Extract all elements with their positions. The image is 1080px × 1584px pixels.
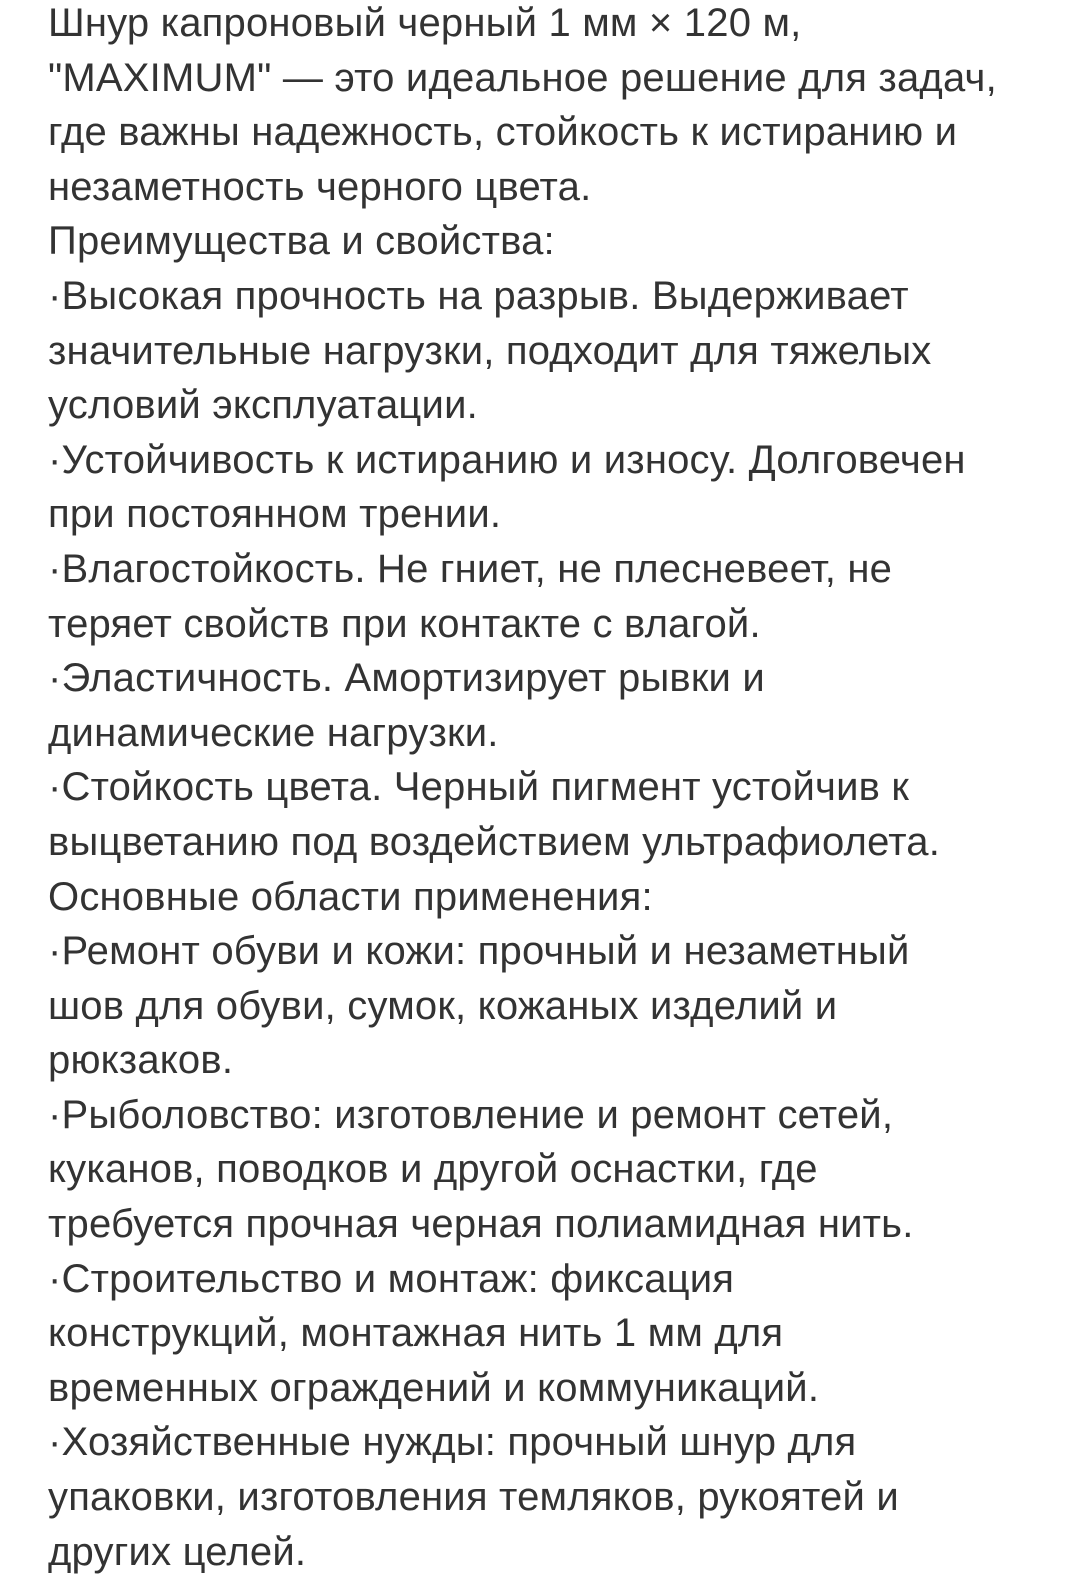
text-line: условий эксплуатации. [48, 383, 478, 428]
text-line: выцветанию под воздействием ультрафиолета. [48, 819, 941, 864]
text-line: ·Стойкость цвета. Черный пигмент устойчив к [48, 765, 910, 810]
text-line: при постоянном трении. [48, 492, 502, 537]
text-line: Преимущества и свойства: [48, 219, 555, 264]
text-line: рюкзаков. [48, 1038, 234, 1083]
text-line: других целей. [48, 1529, 307, 1574]
text-line: ·Эластичность. Амортизирует рывки и [48, 656, 765, 701]
text-line: шов для обуви, сумок, кожаных изделий и [48, 983, 838, 1028]
text-line: ·Рыболовство: изготовление и ремонт сетей, [48, 1092, 894, 1137]
text-line: упаковки, изготовления темляков, рукоятей и [48, 1475, 899, 1520]
text-line: требуется прочная черная полиамидная нить. [48, 1202, 914, 1247]
text-line: ·Хозяйственные нужды: прочный шнур для [48, 1420, 857, 1465]
text-line: ·Устойчивость к истиранию и износу. Долговечен [48, 437, 966, 482]
text-line: Шнур капроновый черный 1 мм × 120 м, [48, 1, 802, 45]
text-line: ·Влагостойкость. Не гниет, не плесневеет, не [48, 546, 893, 591]
text-line: значительные нагрузки, подходит для тяжелых [48, 328, 932, 373]
text-line: где важны надежность, стойкость к истиранию и [48, 110, 958, 155]
text-line: куканов, поводков и другой оснастки, где [48, 1147, 818, 1192]
text-line: теряет свойств при контакте с влагой. [48, 601, 761, 646]
text-line: ·Ремонт обуви и кожи: прочный и незаметный [48, 929, 910, 974]
text-line: конструкций, монтажная нить 1 мм для [48, 1311, 784, 1356]
text-line: "MAXIMUM" — это идеальное решение для задач, [48, 55, 997, 100]
text-line: незаметность черного цвета. [48, 164, 592, 209]
text-line: ·Высокая прочность на разрыв. Выдерживает [48, 273, 909, 318]
text-line: ·Строительство и монтаж: фиксация [48, 1256, 735, 1301]
text-line: динамические нагрузки. [48, 710, 499, 755]
text-line: Основные области применения: [48, 874, 653, 919]
text-line: временных ограждений и коммуникаций. [48, 1365, 820, 1410]
